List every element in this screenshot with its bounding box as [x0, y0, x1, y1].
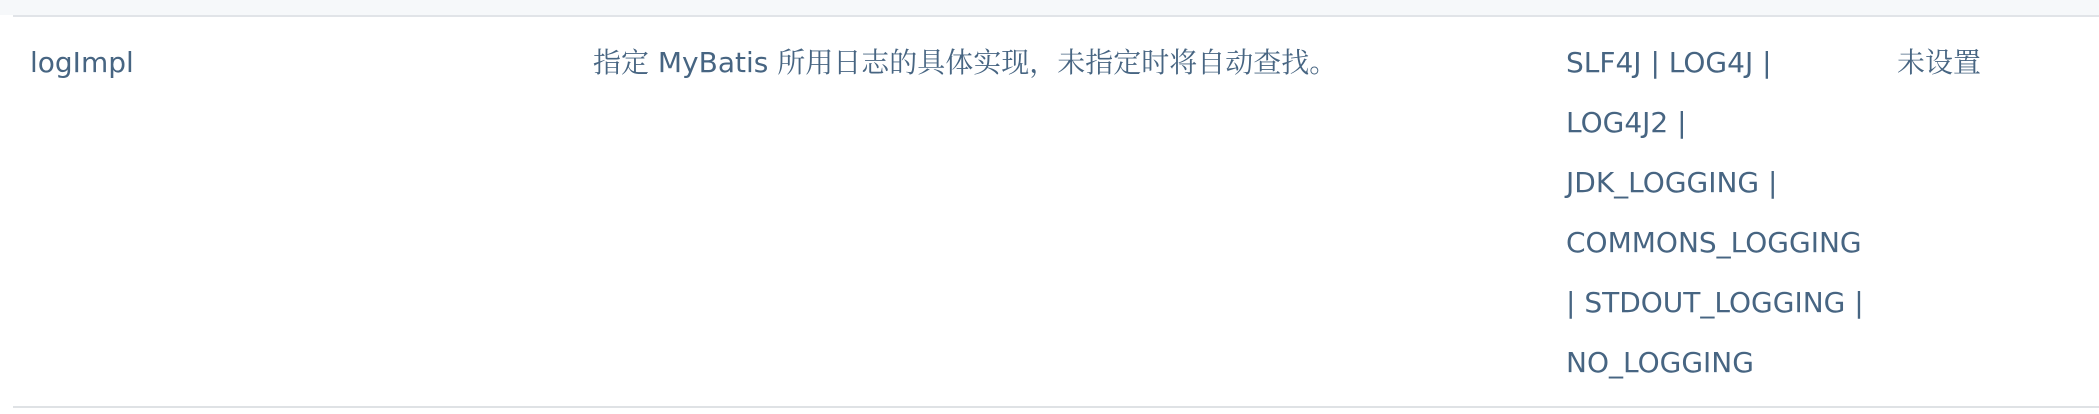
valid-value-line: JDK_LOGGING | [1566, 166, 1778, 199]
valid-value-line: COMMONS_LOGGING [1566, 226, 1862, 259]
valid-value-line: LOG4J2 | [1566, 106, 1687, 139]
description-cell: 指定 MyBatis 所用日志的具体实现，未指定时将自动查找。 [593, 46, 1338, 79]
row-top-divider [13, 15, 2099, 17]
default-value-cell: 未设置 [1897, 46, 1982, 79]
valid-value-line: SLF4J | LOG4J | [1566, 46, 1772, 79]
setting-name-cell: logImpl [30, 46, 134, 79]
valid-value-line: | STDOUT_LOGGING | [1566, 286, 1864, 319]
row-bottom-divider [13, 406, 2099, 408]
valid-values-cell [1566, 33, 1864, 393]
table-header-strip [0, 0, 2099, 15]
valid-value-line: NO_LOGGING [1566, 346, 1754, 379]
